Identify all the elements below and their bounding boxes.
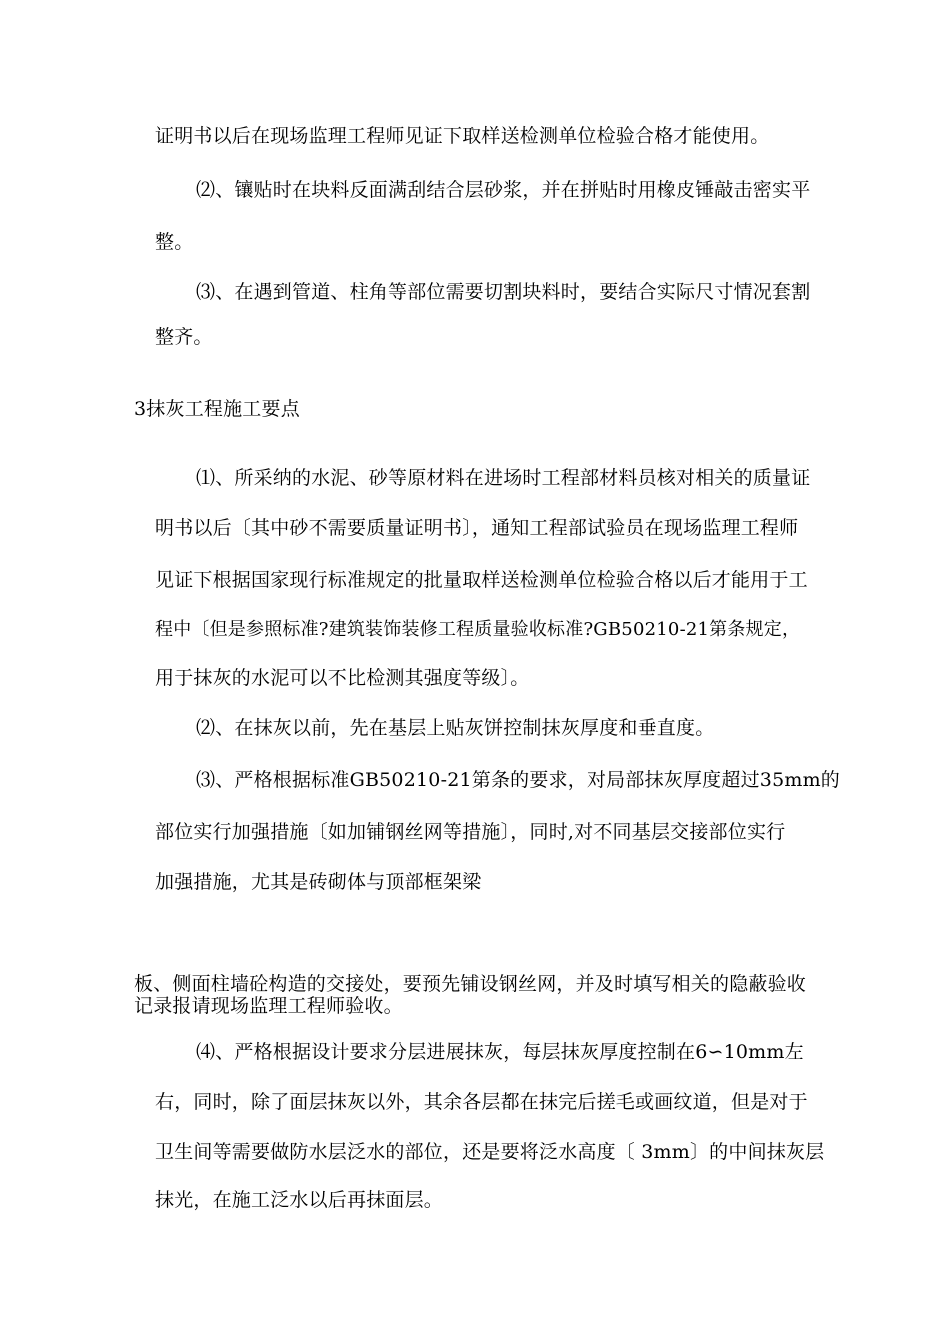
paragraph-line: ⑴、所采纳的水泥、砂等原材料在进场时工程部材料员核对相关的质量证	[196, 467, 811, 489]
paragraph-line: 明书以后〔其中砂不需要质量证明书〕，通知工程部试验员在现场监理工程师	[155, 517, 799, 539]
paragraph-line: 整。	[155, 231, 194, 253]
paragraph-line: ⑶、严格根据标准GB50210-21第条的要求，对局部抹灰厚度超过35mm的	[196, 769, 840, 791]
paragraph-line: ⑷、严格根据设计要求分层进展抹灰，每层抹灰厚度控制在6∽10mm左	[196, 1041, 804, 1063]
paragraph-line: 用于抹灰的水泥可以不比检测其强度等级〕。	[155, 667, 530, 689]
paragraph-line: 证明书以后在现场监理工程师见证下取样送检测单位检验合格才能使用。	[155, 125, 770, 147]
paragraph-line: ⑵、镶贴时在块料反面满刮结合层砂浆，并在拼贴时用橡皮锤敲击密实平	[196, 179, 811, 201]
paragraph-line: ⑶、在遇到管道、柱角等部位需要切割块料时，要结合实际尺寸情况套割	[196, 281, 811, 303]
paragraph-line: 部位实行加强措施〔如加铺钢丝网等措施〕，同时,对不同基层交接部位实行	[155, 821, 786, 843]
paragraph-line: 整齐。	[155, 326, 213, 348]
paragraph-line: 程中〔但是参照标准?建筑装饰装修工程质量验收标准?GB50210-21第条规定，	[155, 619, 801, 640]
paragraph-line: 抹光，在施工泛水以后再抹面层。	[155, 1189, 444, 1211]
paragraph-line: 加强措施，尤其是砖砌体与顶部框架梁	[155, 871, 482, 893]
paragraph-line: 记录报请现场监理工程师验收。	[134, 995, 403, 1017]
paragraph-line: 板、侧面柱墙砼构造的交接处，要预先铺设钢丝网，并及时填写相关的隐蔽验收	[134, 973, 807, 995]
paragraph-line: 见证下根据国家现行标准规定的批量取样送检测单位检验合格以后才能用于工	[155, 569, 808, 591]
paragraph-line: 右，同时，除了面层抹灰以外，其余各层都在抹完后搓毛或画纹道，但是对于	[155, 1091, 808, 1113]
paragraph-line: 卫生间等需要做防水层泛水的部位，还是要将泛水高度〔 3mm〕的中间抹灰层	[155, 1141, 825, 1163]
paragraph-line: ⑵、在抹灰以前，先在基层上贴灰饼控制抹灰厚度和垂直度。	[196, 717, 715, 739]
section-heading: 3抹灰工程施工要点	[134, 398, 300, 420]
